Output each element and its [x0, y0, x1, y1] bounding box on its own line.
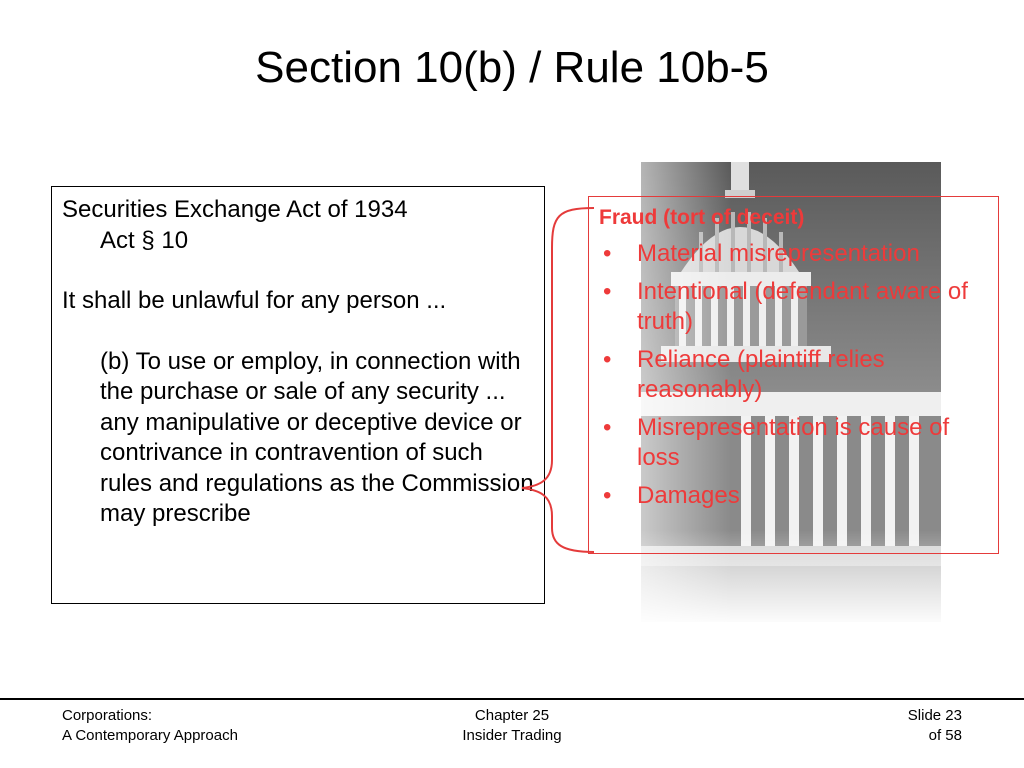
fraud-element-item [599, 481, 988, 511]
statute-section-ref: Act § 10 [100, 226, 189, 254]
statute-act-name: Securities Exchange Act of 1934 [62, 196, 408, 223]
footer-slide-number [908, 706, 962, 746]
footer-course [62, 706, 238, 746]
fraud-heading: Fraud (tort of deceit) [599, 206, 805, 229]
fraud-element-label: Intentional (defendant aware of truth) [637, 278, 968, 335]
footer-chapter-number: Chapter 25 [474, 707, 550, 724]
footer-course-title: Corporations: [62, 707, 153, 724]
fraud-element-label: Misrepresentation is cause of loss [637, 414, 950, 471]
footer-slide-current: Slide 23 [907, 707, 962, 724]
fraud-element-label: Damages [637, 482, 740, 509]
curly-brace-connector [518, 200, 598, 560]
fraud-element-item [599, 277, 988, 337]
statute-text-box [51, 186, 545, 604]
footer-course-subtitle: A Contemporary Approach [62, 727, 238, 744]
fraud-element-item [599, 413, 988, 473]
slide-title: Section 10(b) / Rule 10b-5 [255, 43, 769, 92]
fraud-elements-list [599, 239, 988, 511]
bullet-icon: • [603, 482, 612, 509]
statute-unlawful-clause: It shall be unlawful for any person ... [62, 287, 447, 314]
bullet-icon: • [603, 414, 612, 441]
bullet-icon: • [603, 346, 612, 373]
bullet-icon: • [603, 240, 612, 267]
bullet-icon: • [603, 278, 612, 305]
footer-slide-total: of 58 [928, 727, 962, 744]
footer-chapter-title: Insider Trading [462, 727, 562, 744]
statute-subsection-b: (b) To use or employ, in connection with the purchase or sale of any security ... any manipulative or deceptive device or contrivance in contravention of such rules and regulations as the Commission may prescribe [100, 347, 534, 527]
fraud-element-item [599, 239, 988, 269]
fraud-elements-box [588, 196, 999, 554]
fraud-element-item [599, 345, 988, 405]
footer-chapter [412, 706, 612, 746]
footer-divider [0, 698, 1024, 700]
fraud-element-label: Material misrepresentation [637, 240, 920, 267]
fraud-element-label: Reliance (plaintiff relies reasonably) [637, 346, 885, 403]
